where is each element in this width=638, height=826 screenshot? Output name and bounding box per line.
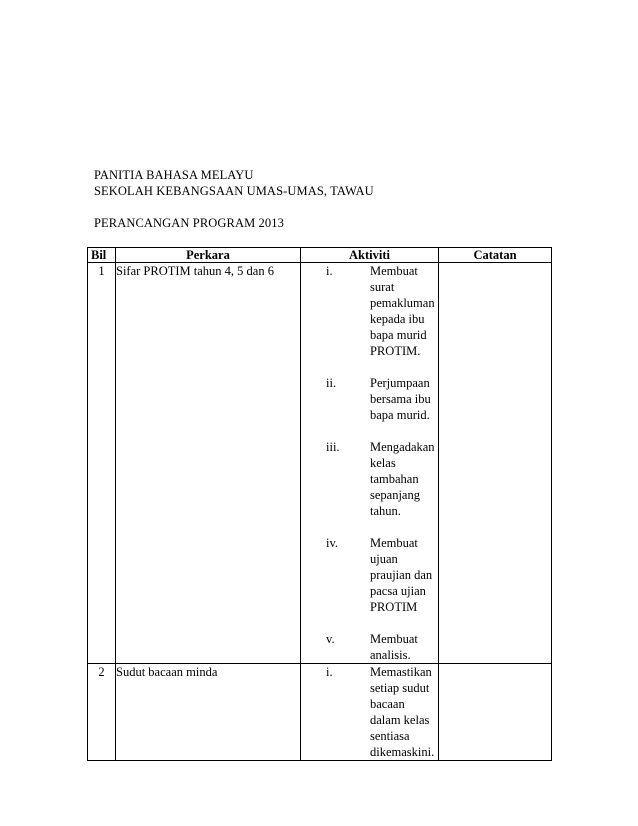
activity-number: i. [326,665,333,679]
activity-item [301,439,438,519]
bil-cell: 2 [88,664,116,761]
activity-item [301,664,438,760]
activity-number: ii. [326,376,337,390]
committee-name: PANITIA BAHASA MELAYU [94,168,254,182]
activity-item [301,631,438,663]
activity-text: Membuat analisis. [370,632,418,662]
activity-item [301,263,438,359]
catatan-cell [439,263,552,664]
table-row [88,263,552,664]
activity-list [301,664,438,760]
school-name: SEKOLAH KEBANGSAAN UMAS-UMAS, TAWAU [94,184,374,198]
activity-item [301,535,438,615]
table-header-row [88,248,552,263]
aktiviti-cell [301,664,439,761]
activity-number: iv. [326,536,339,550]
column-header-bil: Bil [88,248,116,263]
activity-number: v. [326,632,335,646]
perkara-cell: Sifar PROTIM tahun 4, 5 dan 6 [116,263,301,664]
activity-text: Perjumpaan bersama ibu bapa murid. [370,376,431,422]
perkara-cell: Sudut bacaan minda [116,664,301,761]
program-table [87,247,552,761]
column-header-perkara: Perkara [116,248,301,263]
activity-item [301,375,438,423]
column-header-catatan: Catatan [439,248,552,263]
table-row [88,664,552,761]
activity-text: Membuat surat pemakluman kepada ibu bapa murid PROTIM. [370,264,435,358]
activity-number: iii. [326,440,340,454]
aktiviti-cell [301,263,439,664]
plan-title: PERANCANGAN PROGRAM 2013 [94,216,284,230]
activity-text: Membuat ujuan praujian dan pacsa ujian PROTIM [370,536,433,614]
catatan-cell [439,664,552,761]
document-header [94,167,374,231]
activity-list [301,263,438,663]
activity-text: Mengadakan kelas tambahan sepanjang tahun. [370,440,435,518]
column-header-aktiviti: Aktiviti [301,248,439,263]
activity-number: i. [326,264,333,278]
activity-text: Memastikan setiap sudut bacaan dalam kelas sentiasa dikemaskini. [370,665,435,759]
bil-cell: 1 [88,263,116,664]
